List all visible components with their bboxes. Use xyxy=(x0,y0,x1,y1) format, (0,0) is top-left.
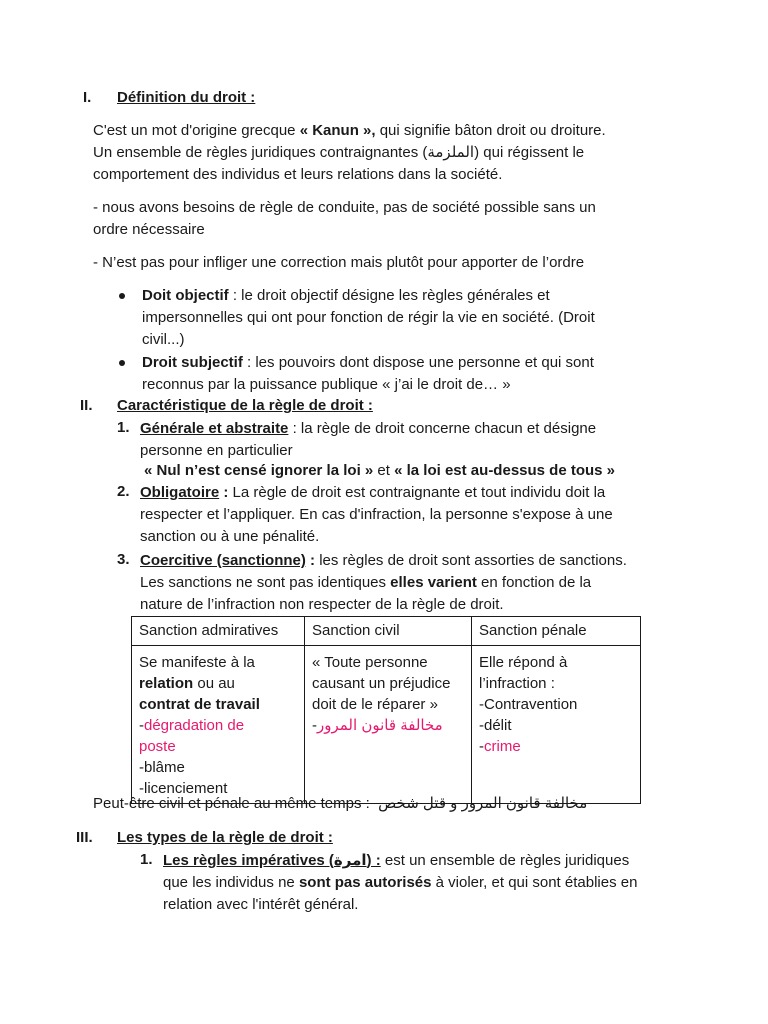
bullet-line: reconnus par la puissance publique « j’ai le droit de… » xyxy=(142,376,511,393)
table-cell-penale: Elle répond à l’infraction : -Contravention -délit -crime xyxy=(472,646,641,804)
paragraph-line: comportement des individus et leurs relations dans la société. xyxy=(93,166,503,183)
section-1-title: Définition du droit : xyxy=(117,89,256,106)
after-table-note: Peut-être civil et pénale au même temps : مخالفة قانون المرور و قتل شخص xyxy=(93,795,588,812)
item-line: sanction ou à une pénalité. xyxy=(140,528,320,545)
item-line: Coercitive (sanctionne) : les règles de droit sont assorties de sanctions. xyxy=(140,552,627,569)
table-cell-civil: « Toute personne causant un préjudice doit de le réparer » -مخالفة قانون المرور xyxy=(305,646,472,804)
paragraph-line: C'est un mot d'origine grecque « Kanun », qui signifie bâton droit ou droiture. xyxy=(93,122,606,139)
section-2-title: Caractéristique de la règle de droit : xyxy=(117,397,373,414)
table-row xyxy=(132,646,641,804)
item-line: respecter et l’appliquer. En cas d'infraction, la personne s'expose à une xyxy=(140,506,613,523)
term-obligatoire: Obligatoire xyxy=(140,484,220,501)
item-line: Obligatoire : La règle de droit est contraignante et tout individu doit la xyxy=(140,484,606,501)
item-line: relation avec l'intérêt général. xyxy=(163,896,359,913)
section-3-title: Les types de la règle de droit : xyxy=(117,829,333,846)
bullet-line: impersonnelles qui ont pour fonction de régir la vie en société. (Droit xyxy=(142,309,595,326)
item-line: nature de l’infraction non respecter de la règle de droit. xyxy=(140,596,504,613)
arabic-term: الملزمة xyxy=(427,144,475,161)
item-number: 1. xyxy=(140,851,153,868)
item-number: 2. xyxy=(117,483,130,500)
quote-nul: « Nul n’est censé ignorer la loi » xyxy=(144,462,374,479)
item-line: que les individus ne sont pas autorisés à violer, et qui sont établies en xyxy=(163,874,638,891)
section-2-number: II. xyxy=(80,397,93,414)
term-coercitive: Coercitive (sanctionne) xyxy=(140,552,306,569)
table-header-cell: Sanction pénale xyxy=(472,617,641,646)
bullet-line: Droit subjectif : les pouvoirs dont dispose une personne et qui sont xyxy=(142,354,594,371)
item-line: « Nul n’est censé ignorer la loi » et « la loi est au-dessus de tous » xyxy=(144,462,616,479)
section-3-number: III. xyxy=(76,829,93,846)
paragraph-line: - N’est pas pour infliger une correction mais plutôt pour apporter de l’ordre xyxy=(93,254,585,271)
item-number: 3. xyxy=(117,551,130,568)
table-header-cell: Sanction admiratives xyxy=(132,617,305,646)
item-line: Les règles impératives (امرة) : est un ensemble de règles juridiques xyxy=(163,852,630,869)
paragraph-line: ordre nécessaire xyxy=(93,221,205,238)
table-header-row xyxy=(132,617,641,646)
section-1-number: I. xyxy=(83,89,92,106)
bullet-line: Doit objectif : le droit objectif désigne les règles générales et xyxy=(142,287,550,304)
item-line: personne en particulier xyxy=(140,442,293,459)
kanun-term: « Kanun », xyxy=(299,122,376,139)
item-number: 1. xyxy=(117,419,130,436)
item-line: Générale et abstraite : la règle de droit concerne chacun et désigne xyxy=(140,420,597,437)
quote-loi: « la loi est au-dessus de tous » xyxy=(394,462,616,479)
arabic-note: مخالفة قانون المرور و قتل شخص xyxy=(378,795,588,812)
sanctions-table xyxy=(131,616,641,804)
bullet-icon xyxy=(119,293,125,299)
term-generale: Générale et abstraite xyxy=(140,420,289,437)
paragraph-line: Un ensemble de règles juridiques contraignantes (الملزمة) qui régissent le xyxy=(93,144,585,161)
table-header-cell: Sanction civil xyxy=(305,617,472,646)
term-droit-subjectif: Droit subjectif xyxy=(142,354,243,371)
table-cell-administrative: Se manifeste à la relation ou au contrat de travail -dégradation de poste -blâme -licenciement xyxy=(132,646,305,804)
term-imperatives: Les règles impératives (امرة) : xyxy=(163,852,381,869)
paragraph-line: - nous avons besoins de règle de conduite, pas de société possible sans un xyxy=(93,199,596,216)
item-line: Les sanctions ne sont pas identiques elles varient en fonction de la xyxy=(140,574,592,591)
bullet-icon xyxy=(119,360,125,366)
bullet-line: civil...) xyxy=(142,331,185,348)
term-droit-objectif: Doit objectif xyxy=(142,287,229,304)
